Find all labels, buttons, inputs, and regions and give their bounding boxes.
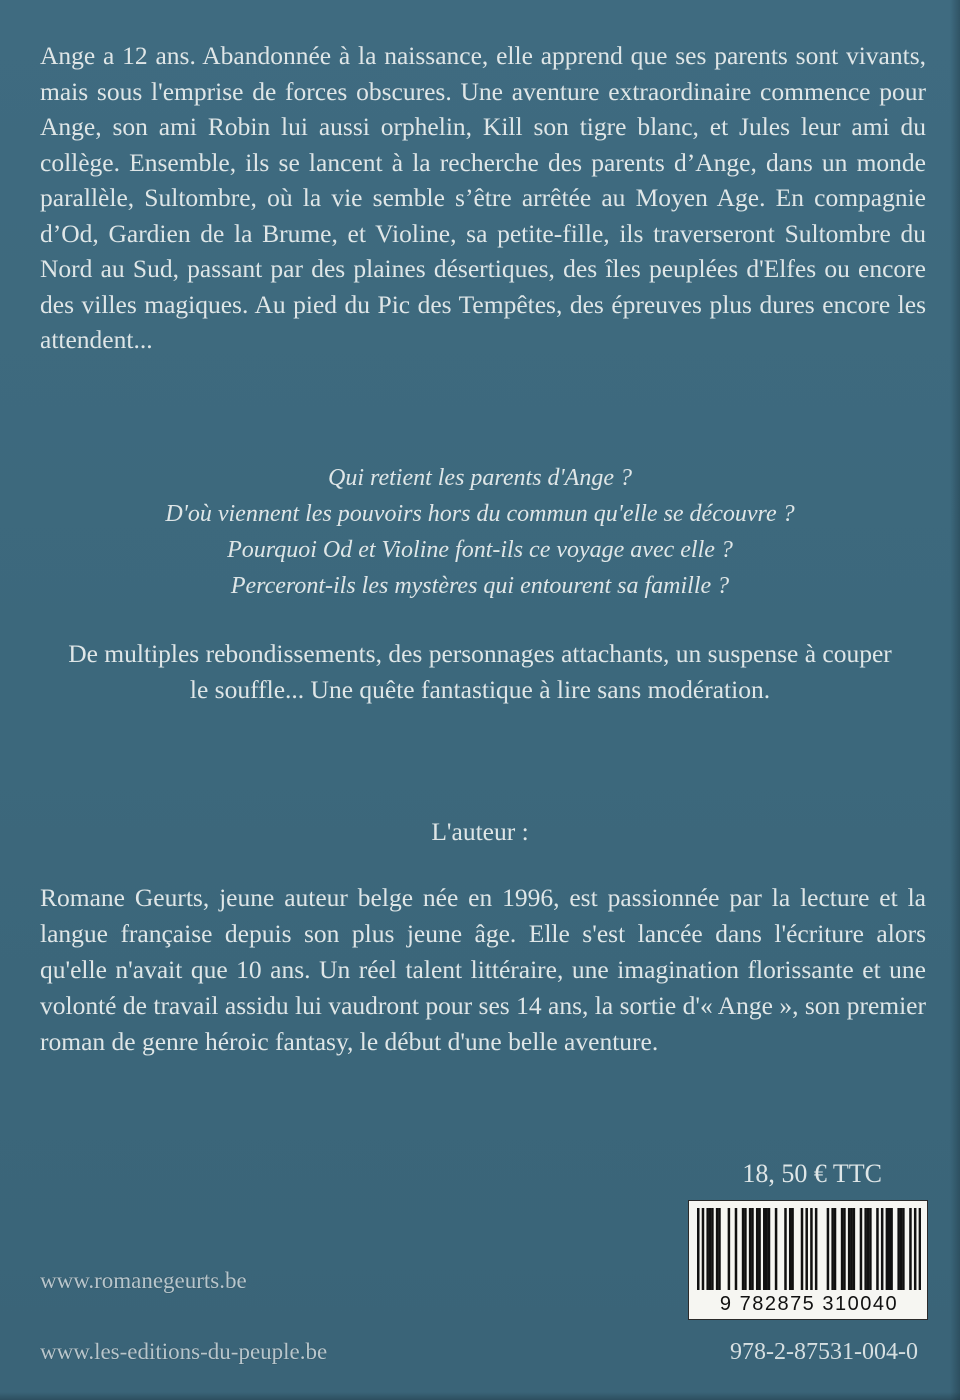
barcode-bar	[744, 1208, 747, 1290]
barcode-bar	[919, 1208, 921, 1290]
barcode-bar	[801, 1208, 804, 1290]
barcode-bar	[702, 1208, 705, 1290]
cover-bottom-shadow	[0, 1392, 960, 1400]
barcode-bar	[876, 1208, 879, 1290]
barcode-bar	[827, 1208, 830, 1290]
barcode-bars	[697, 1208, 921, 1290]
barcode-bar	[756, 1208, 759, 1290]
barcode-number: 9 782875 310040	[719, 1293, 899, 1315]
barcode-bar	[758, 1208, 761, 1290]
question-line: Qui retient les parents d'Ange ?	[328, 465, 632, 491]
barcode-bar	[706, 1208, 709, 1290]
author-website-link[interactable]: www.romanegeurts.be	[40, 1268, 247, 1293]
barcode-bar	[890, 1208, 893, 1290]
barcode-bar	[751, 1208, 754, 1290]
barcode-bar	[869, 1208, 872, 1290]
question-line: Perceront-ils les mystères qui entourent sa famille ?	[230, 573, 730, 599]
barcode-bar	[718, 1208, 721, 1290]
synopsis-paragraph: Ange a 12 ans. Abandonnée à la naissance, elle apprend que ses parents sont vivants, mais sous l'emprise de forces obscures. Une aventure extraordinaire commence pour Ange, son ami Robin lui aussi orphelin, Kill son tigre blanc, et Jules leur ami du collège. Ensemble, ils se lancent à la recherche des parents d’Ange, dans un monde parallèle, Sultombre, où la vie semble s’être arrêtée au Moyen Age. En compagnie d’Od, Gardien de la Brume, et Violine, sa petite-fille, ils traverseront Sultombre du Nord au Sud, passant par des plaines désertiques, des îles peuplées d'Elfes ou encore des villes magiques. Au pied du Pic des Tempêtes, des épreuves plus dures encore les attendent...	[40, 41, 926, 354]
barcode-bar	[763, 1208, 766, 1290]
barcode-bar	[716, 1208, 719, 1290]
barcode-bar	[914, 1208, 917, 1290]
barcode-bar	[768, 1208, 771, 1290]
barcode	[688, 1200, 928, 1320]
cover-edge-shadow	[950, 0, 960, 1400]
author-heading: L'auteur :	[431, 817, 529, 846]
barcode-bar	[749, 1208, 752, 1290]
barcode-bar	[909, 1208, 912, 1290]
barcode-bar	[834, 1208, 837, 1290]
barcode-bar	[784, 1208, 787, 1290]
author-bio-paragraph: Romane Geurts, jeune auteur belge née en 1996, est passionnée par la lecture et la langue française depuis son plus jeune âge. Elle s'est lancée dans l'écriture alors qu'elle n'avait que 10 ans. Un réel talent littéraire, une imagination florissante et une volonté de travail assidu lui vaudront pour ses 14 ans, la sortie d'« Ange », son premier roman de genre héroic fantasy, le début d'une belle aventure.	[40, 883, 926, 1056]
question-line: Pourquoi Od et Violine font-ils ce voyage avec elle ?	[227, 537, 733, 563]
barcode-bar	[902, 1208, 905, 1290]
barcode-bar	[881, 1208, 884, 1290]
barcode-bar	[860, 1208, 863, 1290]
barcode-bar	[709, 1208, 712, 1290]
barcode-bar	[886, 1208, 889, 1290]
barcode-bar	[867, 1208, 870, 1290]
barcode-bar	[841, 1208, 844, 1290]
question-block	[60, 460, 900, 604]
barcode-bar	[791, 1208, 794, 1290]
barcode-bar	[843, 1208, 846, 1290]
barcode-bar	[697, 1208, 700, 1290]
barcode-bar	[711, 1208, 714, 1290]
barcode-bar	[888, 1208, 891, 1290]
publisher-website-link[interactable]: www.les-editions-du-peuple.be	[40, 1339, 328, 1364]
teaser-paragraph: De multiples rebondissements, des personnages attachants, un suspense à couper le souffle... Une quête fantastique à lire sans modération.	[68, 639, 892, 704]
barcode-bar	[864, 1208, 867, 1290]
barcode-bar	[805, 1208, 808, 1290]
barcode-bar	[853, 1208, 856, 1290]
isbn-number: 978-2-87531-004-0	[730, 1339, 918, 1365]
barcode-bar	[728, 1208, 731, 1290]
barcode-bar	[775, 1208, 778, 1290]
barcode-bar	[850, 1208, 853, 1290]
barcode-bar	[900, 1208, 903, 1290]
barcode-bar	[735, 1208, 738, 1290]
barcode-bar	[742, 1208, 745, 1290]
price-label: 18, 50 € TTC	[742, 1159, 882, 1188]
question-line: D'où viennent les pouvoirs hors du commun qu'elle se découvre ?	[165, 501, 795, 527]
barcode-bar	[789, 1208, 792, 1290]
barcode-bar	[810, 1208, 813, 1290]
barcode-bar	[848, 1208, 851, 1290]
barcode-bar	[831, 1208, 834, 1290]
barcode-bar	[765, 1208, 768, 1290]
barcode-bar	[815, 1208, 818, 1290]
barcode-bar	[897, 1208, 900, 1290]
